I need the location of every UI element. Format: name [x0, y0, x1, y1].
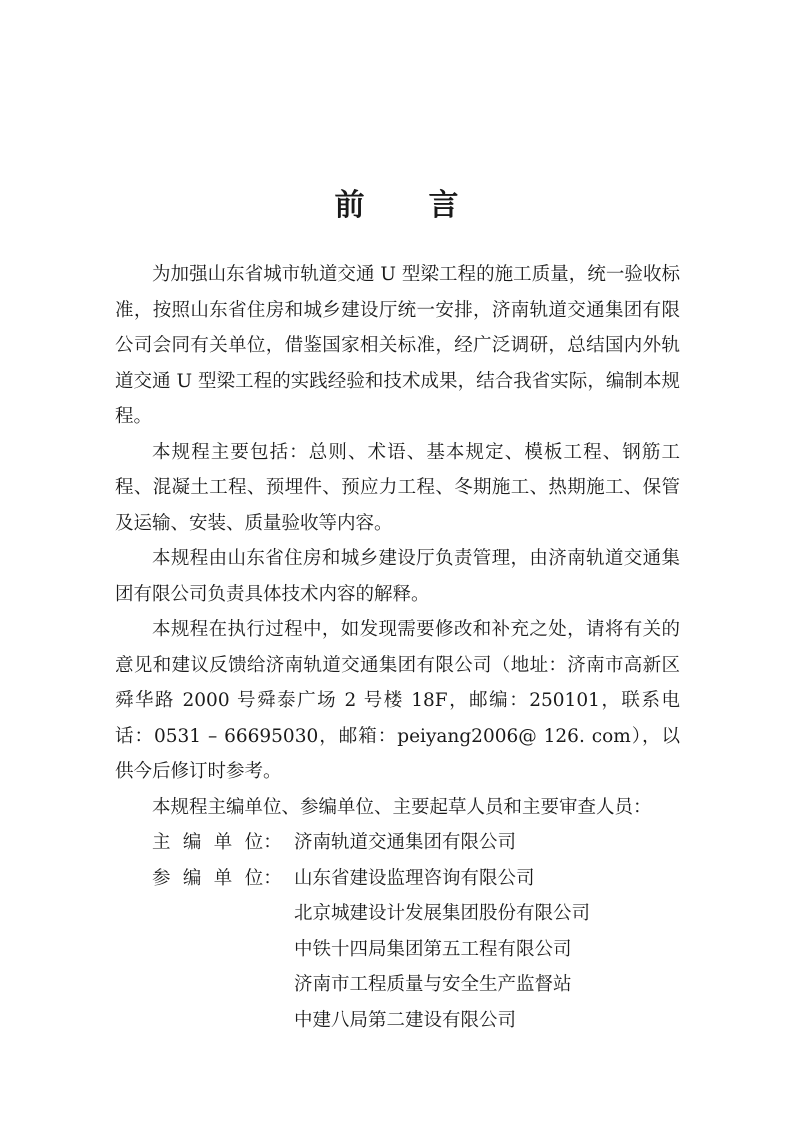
units-list — [115, 825, 680, 1038]
participant-unit-value: 中铁十四局集团第五工程有限公司 — [294, 938, 572, 960]
participant-unit-value: 济南市工程质量与安全生产监督站 — [294, 974, 572, 995]
participant-unit-value: 中建八局第二建设有限公司 — [294, 1009, 517, 1031]
page-title — [0, 180, 793, 224]
paragraph-contents: 本规程主要包括：总则、术语、基本规定、模板工程、钢筋工程、混凝土工程、预埋件、预应力工程、冬期施工、热期施工、保管及运输、安装、质量验收等内容。 — [115, 441, 680, 534]
preface-body — [115, 257, 680, 1038]
participant-unit-label: 参 编 单 位： — [152, 867, 282, 889]
participant-unit-value: 北京城建设计发展集团股份有限公司 — [294, 903, 591, 924]
paragraph-purpose: 为加强山东省城市轨道交通 U 型梁工程的施工质量，统一验收标准，按照山东省住房和城乡建设厅统一安排，济南轨道交通集团有限公司会同有关单位，借鉴国家相关标准，经广泛调研，总结国内外轨道交通 U 型梁工程的实践经验和技术成果，结合我省实际，编制本规程。 — [115, 264, 680, 427]
chief-unit-row — [115, 825, 680, 861]
participant-unit-row — [115, 1003, 680, 1039]
participant-unit-row — [115, 932, 680, 968]
chief-unit-value: 济南轨道交通集团有限公司 — [294, 832, 517, 853]
participant-unit-row — [115, 967, 680, 1003]
participant-unit-row — [115, 896, 680, 932]
title-char-1: 前 — [334, 188, 365, 223]
participant-unit-row — [115, 861, 680, 897]
paragraph-units-intro: 本规程主编单位、参编单位、主要起草人员和主要审查人员： — [152, 796, 652, 818]
paragraph-management: 本规程由山东省住房和城乡建设厅负责管理，由济南轨道交通集团有限公司负责具体技术内容的解释。 — [115, 548, 680, 605]
title-char-2: 言 — [428, 188, 459, 223]
paragraph-feedback: 本规程在执行过程中，如发现需要修改和补充之处，请将有关的意见和建议反馈给济南轨道交通集团有限公司（地址：济南市高新区舜华路 2000 号舜泰广场 2 号楼 18F，邮编：250101，联系电话：0531 – 66695030，邮箱：peiyang2006@ 126. com），以供今后修订时参考。 — [115, 619, 680, 782]
participant-unit-value: 山东省建设监理咨询有限公司 — [294, 867, 535, 889]
chief-unit-label: 主 编 单 位： — [152, 832, 282, 853]
